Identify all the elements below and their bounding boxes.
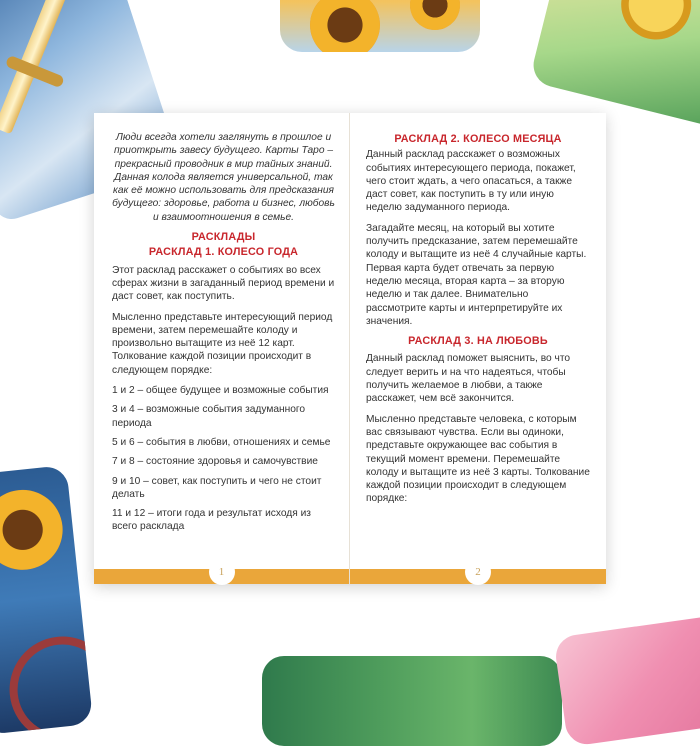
- spread-1-title: РАСКЛАД 1. КОЛЕСО ГОДА: [148, 246, 299, 259]
- page-footer-bar: [94, 566, 349, 584]
- section-title: РАСКЛАДЫ: [191, 231, 256, 244]
- spread-3-instructions: Мысленно представьте человека, с которым вас связывают чувства. Если вы одиноки, представьте окружающее вас события в текущий момент времени. Перемешайте колоду и вытащите из неё 3 карты. Толкование каждой позиции происходит в следующем порядке:: [366, 413, 590, 505]
- position-item: 1 и 2 – общее будущее и возможные события: [112, 385, 329, 397]
- coin-illustration: [614, 0, 699, 47]
- page-number: 1: [209, 559, 235, 585]
- tarot-card-flowers: [280, 0, 480, 52]
- spread-1-description: Этот расклад расскажет о событиях во всех сферах жизни в загаданный период времени и даст совет, как поступить.: [112, 264, 335, 303]
- page-content: [112, 131, 335, 540]
- sunflower-illustration: [0, 486, 67, 574]
- page-number: 2: [465, 559, 491, 585]
- spread-3-description: Данный расклад поможет выяснить, во что следует верить и на что надеяться, чтобы получить желаемое в любви, а также расскажет, чем всё закончится.: [366, 353, 571, 405]
- tarot-card-wheel: [0, 465, 93, 735]
- instruction-booklet: [94, 113, 606, 584]
- tarot-card-pink: [553, 613, 700, 747]
- tarot-card-garden: [262, 656, 562, 746]
- spread-2-description: Данный расклад расскажет о возможных событиях интересующего периода, покажет, чего стоит ждать, а чего опасаться, а также даст совет, как поступить в ту или иную неделю задуманного периода.: [366, 149, 576, 214]
- position-item: 5 и 6 – события в любви, отношениях и семье: [112, 436, 331, 448]
- position-item: 7 и 8 – состояние здоровья и самочувствие: [112, 456, 318, 468]
- sunflower-illustration: [310, 0, 380, 52]
- spread-2-title: РАСКЛАД 2. КОЛЕСО МЕСЯЦА: [394, 133, 562, 145]
- wheel-illustration: [4, 631, 93, 735]
- intro-text: Люди всегда хотели заглянуть в прошлое и приоткрыть завесу будущего. Карты Таро – прекрасный проводник в мир тайных знаний. Данная колода является универсальной, так как её можно использовать для предсказания будущего: здоровье, работа и бизнес, любовь и взаимоотношения в семье.: [112, 132, 335, 223]
- position-item: 9 и 10 – совет, как поступить и чего не стоит делать: [112, 475, 322, 500]
- spread-3-title: РАСКЛАД 3. НА ЛЮБОВЬ: [408, 335, 548, 348]
- position-item: 11 и 12 – итоги года и результат исходя из всего расклада: [112, 508, 311, 533]
- page-content: [366, 133, 590, 513]
- spread-1-instructions: Мысленно представьте интересующий период времени, затем перемешайте колоду и произвольно вытащите из неё 12 карт. Толкование каждой позиции происходит в следующем порядке:: [112, 311, 333, 376]
- booklet-page-right: [350, 113, 606, 584]
- sunflower-illustration: [410, 0, 460, 30]
- position-item: 3 и 4 – возможные события задуманного периода: [112, 404, 306, 429]
- spread-2-instructions: Загадайте месяц, на который вы хотите получить предсказание, затем перемешайте колоду и вытащите из неё 4 случайные карты. Первая карта будет отвечать за первую неделю месяца, вторая карта – за вторую неделю и так далее. Внимательно рассмотрите карты и интерпретируйте их значения.: [366, 222, 587, 327]
- page-footer-bar: [350, 566, 606, 584]
- booklet-page-left: [94, 113, 350, 584]
